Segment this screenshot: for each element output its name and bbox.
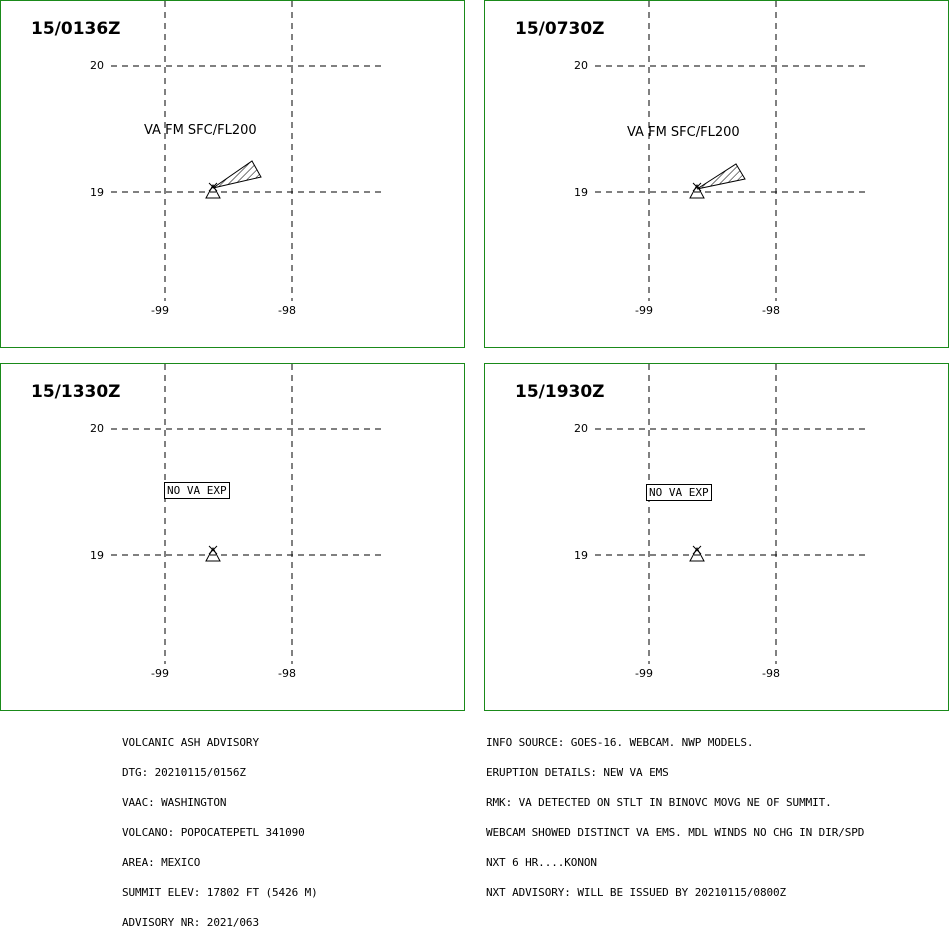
advisory-line: VOLCANO: POPOCATEPETL 341090 <box>122 826 305 839</box>
no-va-expected-box: NO VA EXP <box>646 484 712 501</box>
lon-label-99: -99 <box>151 304 169 317</box>
va-altitude-label: VA FM SFC/FL200 <box>144 123 257 138</box>
lon-label-99: -99 <box>635 304 653 317</box>
advisory-line: INFO SOURCE: GOES-16. WEBCAM. NWP MODELS. <box>486 736 754 749</box>
ash-cloud-polygon <box>213 161 261 188</box>
lon-label-98: -98 <box>278 304 296 317</box>
grid-lines <box>485 1 950 349</box>
lat-label-20: 20 <box>574 59 588 72</box>
lon-label-99: -99 <box>151 667 169 680</box>
advisory-line: VOLCANIC ASH ADVISORY <box>122 736 259 749</box>
lon-label-98: -98 <box>762 304 780 317</box>
lat-label-19: 19 <box>574 186 588 199</box>
advisory-line: VAAC: WASHINGTON <box>122 796 227 809</box>
advisory-line: DTG: 20210115/0156Z <box>122 766 246 779</box>
advisory-line: NXT 6 HR....KONON <box>486 856 597 869</box>
lat-label-19: 19 <box>90 186 104 199</box>
advisory-line: AREA: MEXICO <box>122 856 201 869</box>
advisory-remarks-block <box>486 718 864 908</box>
advisory-line: WEBCAM SHOWED DISTINCT VA EMS. MDL WINDS NO CHG IN DIR/SPD <box>486 826 865 839</box>
grid-lines <box>1 364 466 712</box>
map-panel-2 <box>484 0 949 348</box>
lon-label-99: -99 <box>635 667 653 680</box>
panel-time-label: 15/0730Z <box>515 19 605 39</box>
panel-time-label: 15/1930Z <box>515 382 605 402</box>
map-panel-1 <box>0 0 465 348</box>
lat-label-20: 20 <box>574 422 588 435</box>
ash-cloud-polygon <box>697 164 745 189</box>
lat-label-19: 19 <box>574 549 588 562</box>
grid-lines <box>1 1 466 349</box>
lat-label-19: 19 <box>90 549 104 562</box>
advisory-line: ERUPTION DETAILS: NEW VA EMS <box>486 766 669 779</box>
map-panel-3 <box>0 363 465 711</box>
volcano-triangle-icon <box>206 546 220 561</box>
lat-label-20: 20 <box>90 422 104 435</box>
advisory-header-block <box>122 718 318 938</box>
grid-lines <box>485 364 950 712</box>
advisory-line: ADVISORY NR: 2021/063 <box>122 916 259 929</box>
advisory-line: SUMMIT ELEV: 17802 FT (5426 M) <box>122 886 318 899</box>
lon-label-98: -98 <box>278 667 296 680</box>
volcano-triangle-icon <box>690 183 704 198</box>
advisory-line: NXT ADVISORY: WILL BE ISSUED BY 20210115/0800Z <box>486 886 787 899</box>
va-altitude-label: VA FM SFC/FL200 <box>627 125 740 140</box>
lon-label-98: -98 <box>762 667 780 680</box>
volcano-triangle-icon <box>690 546 704 561</box>
advisory-line: RMK: VA DETECTED ON STLT IN BINOVC MOVG NE OF SUMMIT. <box>486 796 832 809</box>
no-va-expected-box: NO VA EXP <box>164 482 230 499</box>
panel-time-label: 15/0136Z <box>31 19 121 39</box>
panel-time-label: 15/1330Z <box>31 382 121 402</box>
map-panel-4 <box>484 363 949 711</box>
lat-label-20: 20 <box>90 59 104 72</box>
